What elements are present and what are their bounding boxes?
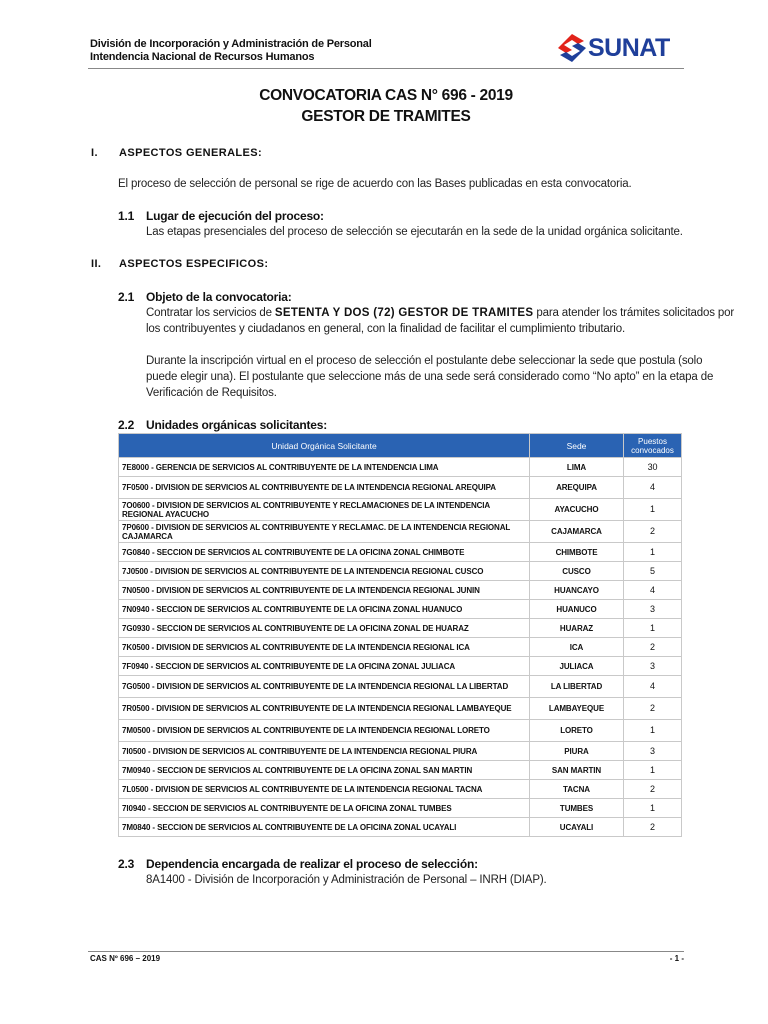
cell-sede: CAJAMARCA (530, 521, 624, 543)
cell-unidad: 7G0930 - SECCION DE SERVICIOS AL CONTRIBUYENTE DE LA OFICINA ZONAL DE HUARAZ (119, 619, 530, 638)
table-row (119, 581, 682, 600)
cell-sede: AYACUCHO (530, 499, 624, 521)
page-title: CONVOCATORIA CAS N° 696 - 2019 (259, 87, 513, 104)
subsection-number: 2.1 (118, 290, 135, 304)
subsection-1-1-text: Las etapas presenciales del proceso de selección se ejecutarán en la sede de la unidad orgánica solicitante. (146, 226, 683, 238)
section-title: ASPECTOS GENERALES: (119, 147, 263, 159)
cell-sede: PIURA (530, 742, 624, 761)
subsection-title: Lugar de ejecución del proceso: (146, 209, 324, 223)
cell-sede: SAN MARTIN (530, 761, 624, 780)
table-row (119, 477, 682, 499)
cell-puestos: 2 (624, 818, 682, 837)
cell-sede: JULIACA (530, 657, 624, 676)
cell-puestos: 2 (624, 521, 682, 543)
text-run: Contratar los servicios de (146, 307, 275, 319)
table-row (119, 657, 682, 676)
sunat-logo (558, 32, 678, 66)
cell-unidad: 7G0840 - SECCION DE SERVICIOS AL CONTRIBUYENTE DE LA OFICINA ZONAL CHIMBOTE (119, 543, 530, 562)
cell-puestos: 3 (624, 742, 682, 761)
cell-sede: AREQUIPA (530, 477, 624, 499)
cell-unidad: 7M0940 - SECCION DE SERVICIOS AL CONTRIBUYENTE DE LA OFICINA ZONAL SAN MARTIN (119, 761, 530, 780)
table-row (119, 638, 682, 657)
cell-unidad: 7F0940 - SECCION DE SERVICIOS AL CONTRIBUYENTE DE LA OFICINA ZONAL JULIACA (119, 657, 530, 676)
cell-sede: CUSCO (530, 562, 624, 581)
column-header-sede: Sede (530, 434, 624, 458)
header-divider (88, 68, 684, 69)
cell-unidad: 7L0500 - DIVISION DE SERVICIOS AL CONTRIBUYENTE DE LA INTENDENCIA REGIONAL TACNA (119, 780, 530, 799)
table-row (119, 676, 682, 698)
subsection-title: Unidades orgánicas solicitantes: (146, 418, 327, 432)
subsection-2-1-paragraph-2 (146, 353, 714, 401)
cell-sede: UCAYALI (530, 818, 624, 837)
cell-sede: LIMA (530, 458, 624, 477)
cell-sede: LA LIBERTAD (530, 676, 624, 698)
cell-unidad: 7J0500 - DIVISION DE SERVICIOS AL CONTRIBUYENTE DE LA INTENDENCIA REGIONAL CUSCO (119, 562, 530, 581)
cell-unidad: 7I0500 - DIVISION DE SERVICIOS AL CONTRIBUYENTE DE LA INTENDENCIA REGIONAL PIURA (119, 742, 530, 761)
cell-puestos: 2 (624, 698, 682, 720)
text-line: los contribuyentes y ciudadanos en general, con la finalidad de facilitar el cumplimiento tributario. (146, 323, 625, 335)
cell-unidad: 7N0940 - SECCION DE SERVICIOS AL CONTRIBUYENTE DE LA OFICINA ZONAL HUANUCO (119, 600, 530, 619)
subsection-2-3-text: 8A1400 - División de Incorporación y Administración de Personal – INRH (DIAP). (146, 874, 547, 886)
cell-sede: HUARAZ (530, 619, 624, 638)
subsection-number: 1.1 (118, 209, 135, 223)
cell-puestos: 1 (624, 543, 682, 562)
table-row (119, 543, 682, 562)
subsection-title: Objeto de la convocatoria: (146, 290, 292, 304)
text-line: Durante la inscripción virtual en el proceso de selección el postulante debe seleccionar la sede que postula (solo (146, 355, 703, 367)
table-row (119, 698, 682, 720)
table-body (119, 458, 682, 837)
sunat-emblem-icon (558, 32, 588, 64)
table-row (119, 600, 682, 619)
cell-puestos: 3 (624, 600, 682, 619)
section-1-paragraph: El proceso de selección de personal se rige de acuerdo con las Bases publicadas en esta convocatoria. (118, 178, 632, 190)
text-line: Verificación de Requisitos. (146, 387, 277, 399)
cell-puestos: 1 (624, 799, 682, 818)
cell-puestos: 30 (624, 458, 682, 477)
table-row (119, 761, 682, 780)
table-header-row (119, 434, 682, 458)
cell-sede: LAMBAYEQUE (530, 698, 624, 720)
column-header-puestos: Puestos convocados (624, 434, 682, 458)
cell-sede: TUMBES (530, 799, 624, 818)
cell-unidad: 7M0840 - SECCION DE SERVICIOS AL CONTRIBUYENTE DE LA OFICINA ZONAL UCAYALI (119, 818, 530, 837)
cell-unidad: 7P0600 - DIVISION DE SERVICIOS AL CONTRIBUYENTE Y RECLAMAC. DE LA INTENDENCIA REGIONAL CAJAMARCA (119, 521, 530, 543)
subsection-title: Dependencia encargada de realizar el proceso de selección: (146, 857, 478, 871)
cell-unidad: 7I0940 - SECCION DE SERVICIOS AL CONTRIBUYENTE DE LA OFICINA ZONAL TUMBES (119, 799, 530, 818)
cell-unidad: 7M0500 - DIVISION DE SERVICIOS AL CONTRIBUYENTE DE LA INTENDENCIA REGIONAL LORETO (119, 720, 530, 742)
cell-puestos: 4 (624, 581, 682, 600)
column-header-unidad: Unidad Orgánica Solicitante (119, 434, 530, 458)
page-subtitle: GESTOR DE TRAMITES (301, 108, 471, 125)
header-line-1: División de Incorporación y Administración de Personal (90, 38, 372, 50)
cell-puestos: 1 (624, 499, 682, 521)
section-number: I. (91, 147, 98, 159)
cell-unidad: 7N0500 - DIVISION DE SERVICIOS AL CONTRIBUYENTE DE LA INTENDENCIA REGIONAL JUNIN (119, 581, 530, 600)
cell-sede: HUANCAYO (530, 581, 624, 600)
table-row (119, 742, 682, 761)
table-row (119, 619, 682, 638)
cell-puestos: 1 (624, 720, 682, 742)
footer-divider (88, 951, 684, 952)
cell-unidad: 7O0600 - DIVISION DE SERVICIOS AL CONTRIBUYENTE Y RECLAMACIONES DE LA INTENDENCIA REGIONAL AYACUCHO (119, 499, 530, 521)
cell-unidad: 7R0500 - DIVISION DE SERVICIOS AL CONTRIBUYENTE DE LA INTENDENCIA REGIONAL LAMBAYEQUE (119, 698, 530, 720)
cell-puestos: 4 (624, 477, 682, 499)
table-row (119, 818, 682, 837)
cell-puestos: 2 (624, 780, 682, 799)
table-row (119, 521, 682, 543)
table-row (119, 799, 682, 818)
cell-sede: HUANUCO (530, 600, 624, 619)
cell-sede: CHIMBOTE (530, 543, 624, 562)
table-row (119, 562, 682, 581)
cell-sede: ICA (530, 638, 624, 657)
table-row (119, 458, 682, 477)
table-row (119, 780, 682, 799)
cell-sede: LORETO (530, 720, 624, 742)
table-row (119, 720, 682, 742)
cell-puestos: 1 (624, 619, 682, 638)
document-header (90, 38, 372, 64)
table-row (119, 499, 682, 521)
cell-sede: TACNA (530, 780, 624, 799)
section-title: ASPECTOS ESPECIFICOS: (119, 258, 269, 270)
logo-text: SUNAT (588, 34, 670, 62)
footer-reference: CAS Nº 696 – 2019 (90, 954, 161, 963)
subsection-2-1-paragraph-1 (146, 305, 735, 337)
cell-puestos: 3 (624, 657, 682, 676)
subsection-number: 2.2 (118, 418, 135, 432)
page-number: - 1 - (669, 954, 684, 963)
cell-unidad: 7G0500 - DIVISION DE SERVICIOS AL CONTRIBUYENTE DE LA INTENDENCIA REGIONAL LA LIBERTAD (119, 676, 530, 698)
bold-text-run: SETENTA Y DOS (72) GESTOR DE TRAMITES (274, 307, 534, 319)
cell-puestos: 2 (624, 638, 682, 657)
cell-puestos: 5 (624, 562, 682, 581)
cell-unidad: 7F0500 - DIVISION DE SERVICIOS AL CONTRIBUYENTE DE LA INTENDENCIA REGIONAL AREQUIPA (119, 477, 530, 499)
cell-puestos: 1 (624, 761, 682, 780)
header-line-2: Intendencia Nacional de Recursos Humanos (90, 51, 315, 63)
cell-unidad: 7E8000 - GERENCIA DE SERVICIOS AL CONTRIBUYENTE DE LA INTENDENCIA LIMA (119, 458, 530, 477)
units-table (118, 433, 682, 837)
section-number: II. (91, 258, 102, 270)
subsection-number: 2.3 (118, 857, 135, 871)
text-run: para atender los trámites solicitados por (533, 307, 735, 319)
text-line: puede elegir una). El postulante que seleccione más de una sede será considerado como “No apto” en la etapa de (146, 371, 714, 383)
cell-puestos: 4 (624, 676, 682, 698)
cell-unidad: 7K0500 - DIVISION DE SERVICIOS AL CONTRIBUYENTE DE LA INTENDENCIA REGIONAL ICA (119, 638, 530, 657)
